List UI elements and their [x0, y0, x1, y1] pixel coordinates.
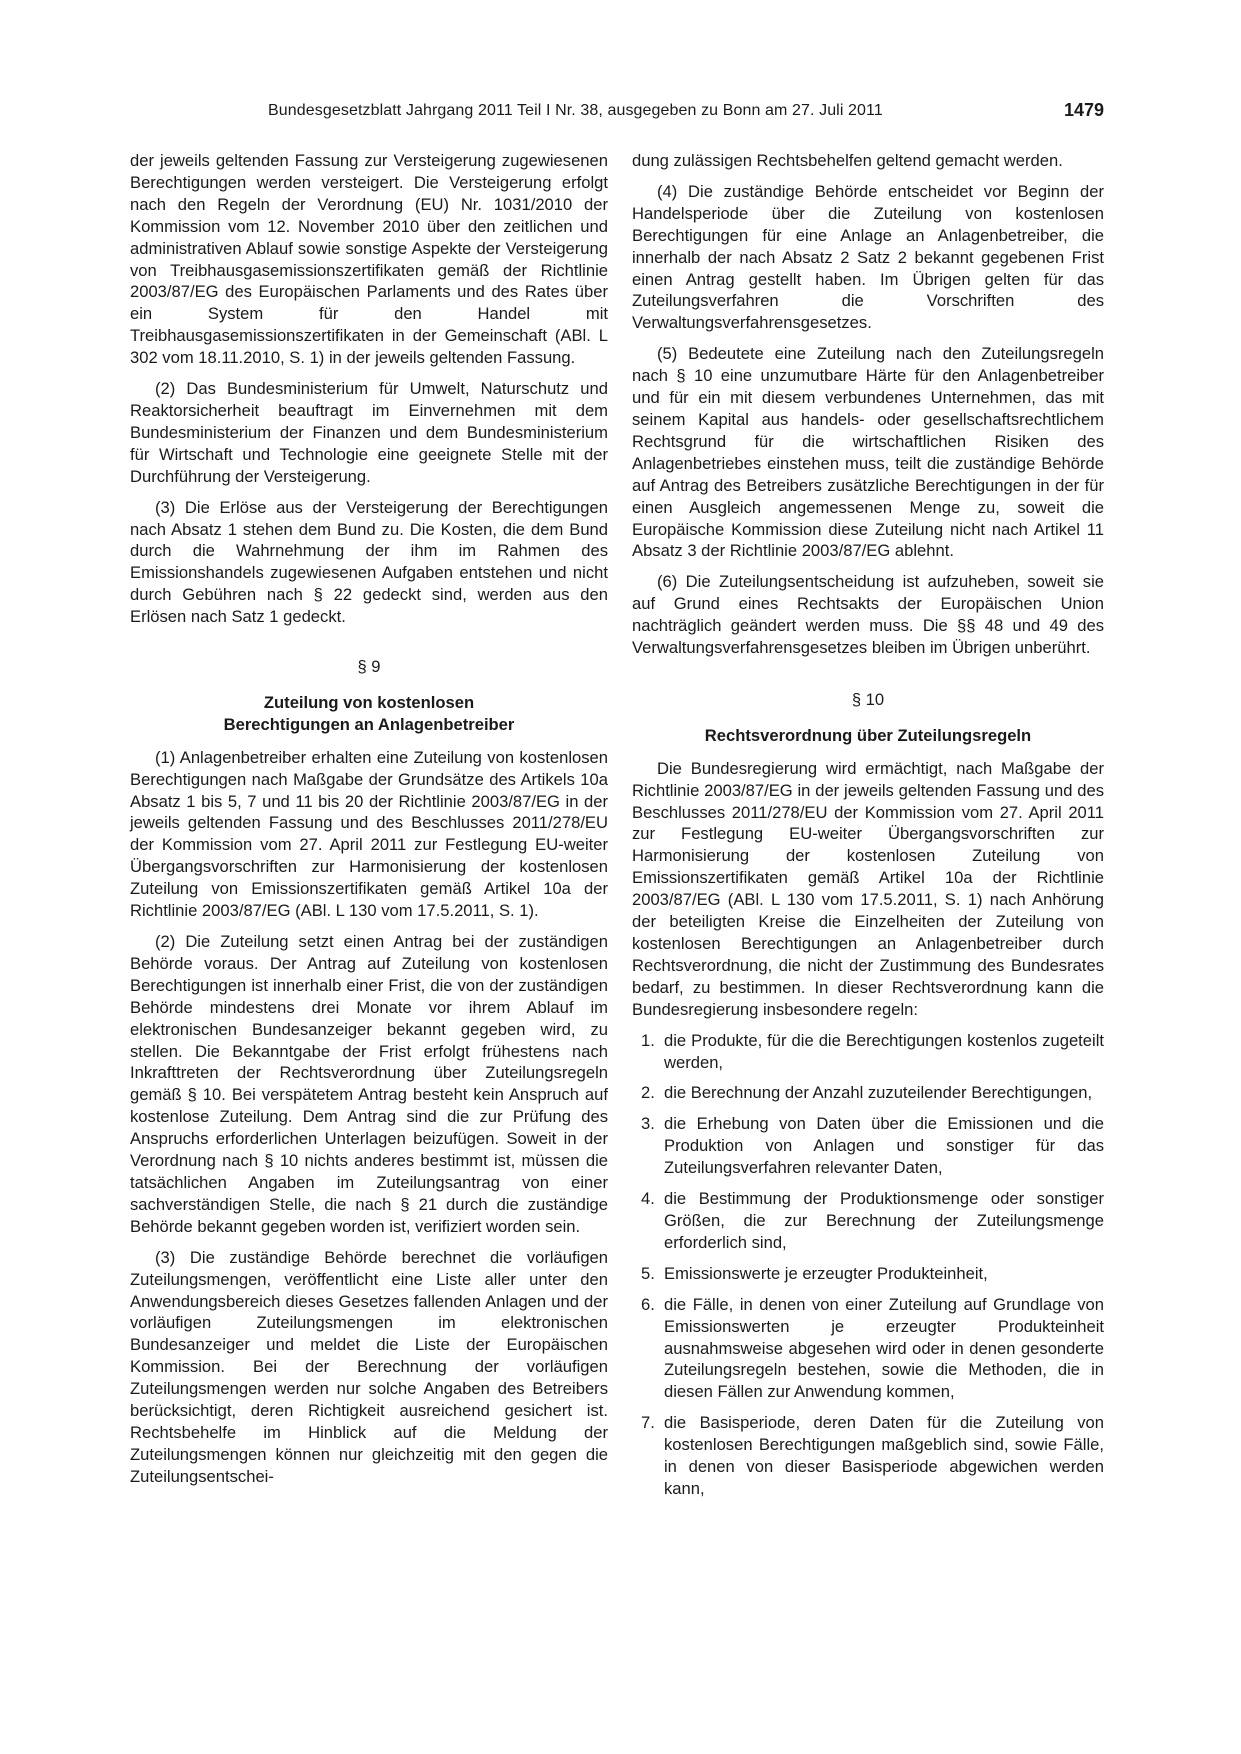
paragraph-continued: der jeweils geltenden Fassung zur Versteigerung zugewiesenen Berechtigungen werden versteigert. Die Versteigerung erfolgt nach den Regeln der Verordnung (EU) Nr. 1031/2010 der Kommission vom 12. November 2010 über den zeitlichen und administrativen Ablauf sowie sonstige Aspekte der Versteigerung von Treibhausgasemissionszertifikaten gemäß der Richtlinie 2003/87/EG des Europäischen Parlaments und des Rates über ein System für den Handel mit Treibhausgasemissionszertifikaten in der Gemeinschaft (ABl. L 302 vom 18.11.2010, S. 1) in der jeweils geltenden Fassung.: [130, 151, 608, 368]
list-item-number: 2.: [641, 1083, 655, 1103]
list-item: [632, 1082, 1104, 1104]
list-item-text: die Produkte, für die die Berechtigungen kostenlos zugeteilt werden,: [664, 1030, 1104, 1072]
list-item-text: Emissionswerte je erzeugter Produkteinheit,: [664, 1263, 988, 1283]
list-item: [632, 1030, 1104, 1074]
paragraph-s9-5: (5) Bedeutete eine Zuteilung nach den Zuteilungsregeln nach § 10 eine unzumutbare Härte für den Anlagenbetreiber und für ein mit diesem verbundenes Unternehmen, das mit seinem Kapital aus handels- oder gesellschaftsrechtlichem Rechtsgrund für die wirtschaftlichen Risiken des Anlagenbetriebes einstehen muss, teilt die zuständige Behörde auf Antrag des Betreibers zusätzliche Berechtigungen in der für einen Ausgleich angemessenen Menge zu, soweit die Europäische Kommission diese Zuteilung nicht nach Artikel 11 Absatz 3 der Richtlinie 2003/87/EG ablehnt.: [632, 344, 1104, 561]
list-item-number: 1.: [641, 1030, 655, 1050]
paragraph-s10-intro: Die Bundesregierung wird ermächtigt, nach Maßgabe der Richtlinie 2003/87/EG in der jeweils geltenden Fassung und des Beschlusses 2011/278/EU der Kommission vom 27. April 2011 zur Festlegung EU-weiter Übergangsvorschriften zur Harmonisierung der kostenlosen Zuteilung von Emissionszertifikaten gemäß Artikel 10a der Richtlinie 2003/87/EG (ABl. L 130 vom 17.5.2011, S. 1) nach Anhörung der beteiligten Kreise die Einzelheiten der Zuteilung von kostenlosen Berechtigungen an Anlagenbetreiber durch Rechtsverordnung, die nicht der Zustimmung des Bundesrates bedarf, zu bestimmen. In dieser Rechtsverordnung kann die Bundesregierung insbesondere regeln:: [632, 758, 1104, 1019]
list-item-text: die Bestimmung der Produktionsmenge oder sonstiger Größen, die zur Berechnung der Zuteilungsmenge erforderlich sind,: [664, 1189, 1104, 1252]
section-title-9-line-2: Berechtigungen an Anlagenbetreiber: [223, 714, 515, 734]
list-item-number: 6.: [641, 1294, 655, 1314]
list-item-number: 7.: [641, 1413, 655, 1433]
list-item-text: die Fälle, in denen von einer Zuteilung auf Grundlage von Emissionswerten je erzeugter Produkteinheit ausnahmsweise abgesehen wird oder in denen gesonderte Zuteilungsregeln bestehen, sowie die Methoden, die in diesen Fällen zur Anwendung kommen,: [664, 1294, 1104, 1402]
list-item-number: 4.: [641, 1189, 655, 1209]
paragraph-continued-right: dung zulässigen Rechtsbehelfen geltend gemacht werden.: [632, 151, 1063, 170]
running-title: Bundesgesetzblatt Jahrgang 2011 Teil I Nr. 38, ausgegeben zu Bonn am 27. Juli 2011: [268, 102, 883, 119]
paragraph-s9-1: (1) Anlagenbetreiber erhalten eine Zuteilung von kostenlosen Berechtigungen nach Maßgabe der Grundsätze des Artikels 10a Absatz 1 bis 5, 7 und 11 bis 20 der Richtlinie 2003/87/EG in der jeweils geltenden Fassung und des Beschlusses 2011/278/EU der Kommission vom 27. April 2011 zur Festlegung EU-weiter Übergangsvorschriften zur Harmonisierung der kostenlosen Zuteilung von Emissionszertifikaten gemäß Artikel 10a der Richtlinie 2003/87/EG (ABl. L 130 vom 17.5.2011, S. 1).: [130, 747, 608, 921]
list-item-text: die Berechnung der Anzahl zuzuteilender Berechtigungen,: [664, 1083, 1093, 1103]
paragraph-s8-2: (2) Das Bundesministerium für Umwelt, Naturschutz und Reaktorsicherheit beauftragt im Einvernehmen mit dem Bundesministerium der Finanzen und dem Bundesministerium für Wirtschaft und Technologie eine geeignete Stelle mit der Durchführung der Versteigerung.: [130, 379, 608, 486]
section-number-10: § 10: [851, 689, 885, 709]
paragraph-s8-3: (3) Die Erlöse aus der Versteigerung der Berechtigungen nach Absatz 1 stehen dem Bund zu. Die Kosten, die dem Bund durch die Wahrnehmung der ihm im Rahmen des Emissionshandels zugewiesenen Aufgaben entstehen und nicht durch Gebühren nach § 22 gedeckt sind, werden aus den Erlösen nach Satz 1 gedeckt.: [130, 497, 608, 627]
list-item: [632, 1294, 1104, 1404]
list-item-number: 5.: [641, 1263, 655, 1283]
list-item: [632, 1412, 1104, 1500]
section-title-9: [130, 692, 608, 736]
list-item: [632, 1113, 1104, 1179]
paragraph-s9-2: (2) Die Zuteilung setzt einen Antrag bei der zuständigen Behörde voraus. Der Antrag auf Zuteilung von kostenlosen Berechtigungen ist innerhalb einer Frist, die von der zuständigen Behörde mindestens drei Monate vor ihrem Ablauf im elektronischen Bundesanzeiger bekannt gegeben wird, zu stellen. Die Bekanntgabe der Frist erfolgt frühestens nach Inkrafttreten der Rechtsverordnung über Zuteilungsregeln gemäß § 10. Bei verspätetem Antrag besteht kein Anspruch auf kostenlose Zuteilung. Dem Antrag sind die zur Prüfung des Anspruchs erforderlichen Unterlagen beizufügen. Soweit in der Verordnung nach § 10 nichts anderes bestimmt ist, müssen die tatsächlichen Angaben im Zuteilungsantrag von einer sachverständigen Stelle, die nach § 21 durch die zuständige Behörde bekannt gegeben worden ist, verifiziert worden sein.: [130, 932, 608, 1236]
left-column: [130, 150, 608, 1488]
list-item-text: die Erhebung von Daten über die Emissionen und die Produktion von Anlagen und sonstiger für das Zuteilungsverfahren relevanter Daten,: [664, 1114, 1104, 1178]
paragraph-s9-3: (3) Die zuständige Behörde berechnet die vorläufigen Zuteilungsmengen, veröffentlicht eine Liste aller unter den Anwendungsbereich dieses Gesetzes fallenden Anlagen und der vorläufigen Zuteilungsmengen im elektronischen Bundesanzeiger und meldet die Liste der Europäischen Kommission. Bei der Berechnung der vorläufigen Zuteilungsmengen werden nur solche Angaben des Betreibers berücksichtigt, deren Richtigkeit ausreichend gesichert ist. Rechtsbehelfe im Hinblick auf die Meldung der Zuteilungsmengen können nur gleichzeitig mit den gegen die Zuteilungsentschei-: [130, 1247, 608, 1486]
list-item-text: die Basisperiode, deren Daten für die Zuteilung von kostenlosen Berechtigungen maßgeblich sind, sowie Fälle, in denen von dieser Basisperiode abgewichen werden kann,: [664, 1413, 1104, 1498]
regulation-list: [632, 1030, 1104, 1500]
paragraph-s9-4: (4) Die zuständige Behörde entscheidet vor Beginn der Handelsperiode über die Zuteilung von kostenlosen Berechtigungen für eine Anlage an Anlagenbetreiber, die innerhalb der nach Absatz 2 Satz 2 bekannt gegebenen Frist einen Antrag gestellt haben. Im Übrigen gelten für das Zuteilungsverfahren die Vorschriften des Verwaltungsverfahrensgesetzes.: [632, 181, 1104, 333]
list-item: [632, 1263, 1104, 1285]
page-header: [268, 102, 1104, 126]
right-column: [632, 150, 1104, 1500]
list-item-number: 3.: [641, 1114, 655, 1134]
section-number-9: § 9: [357, 657, 381, 677]
section-title-10: Rechtsverordnung über Zuteilungsregeln: [704, 725, 1032, 745]
page-number: 1479: [1063, 100, 1104, 120]
section-title-9-line-1: Zuteilung von kostenlosen: [263, 692, 475, 712]
paragraph-s9-6: (6) Die Zuteilungsentscheidung ist aufzuheben, soweit sie auf Grund eines Rechtsakts der Europäischen Union nachträglich geändert werden muss. Die §§ 48 und 49 des Verwaltungsverfahrensgesetzes bleiben im Übrigen unberührt.: [632, 572, 1104, 658]
list-item: [632, 1188, 1104, 1254]
